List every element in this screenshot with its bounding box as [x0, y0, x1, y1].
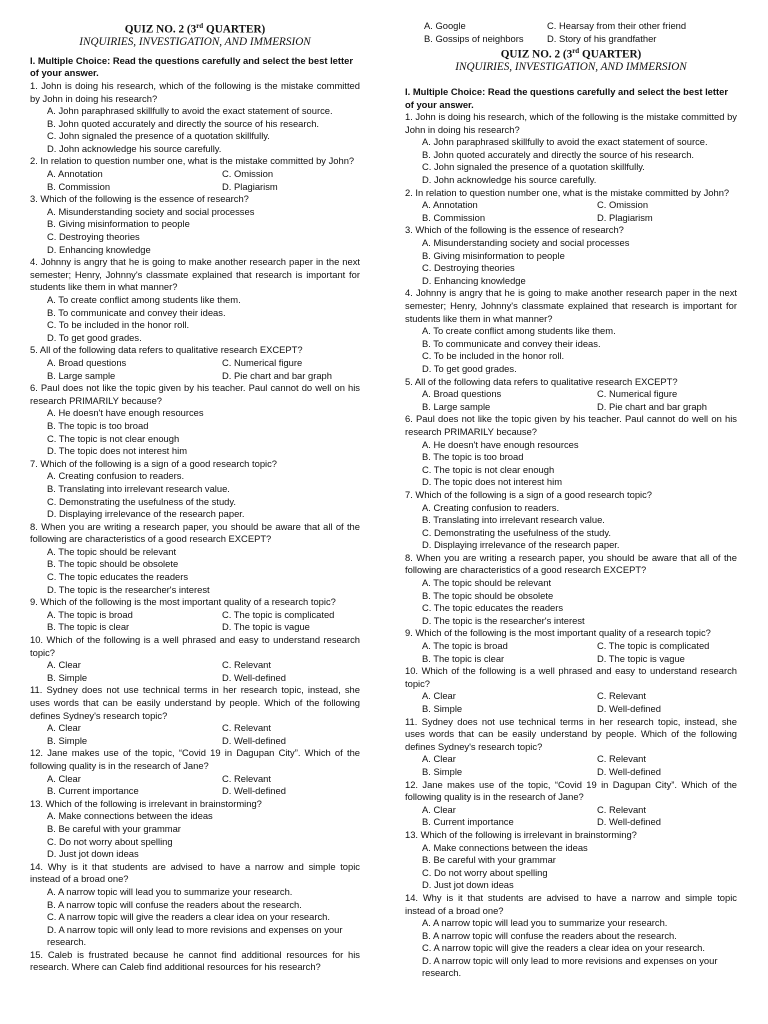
question-text: 12. Jane makes use of the topic, “Covid 19 in Dagupan City”. Which of the following quality is in the research of Jane?: [405, 778, 737, 803]
answer-option: A. Creating confusion to readers.: [422, 501, 560, 513]
answer-option: D. Enhancing knowledge: [422, 274, 526, 286]
question-text: 10. Which of the following is a well phrased and easy to understand research topic?: [30, 634, 360, 658]
answer-options: [405, 577, 737, 627]
answer-option: D. Just jot down ideas: [422, 879, 514, 891]
question-text: 10. Which of the following is a well phrased and easy to understand research topic?: [405, 665, 737, 689]
question-9: [30, 596, 360, 634]
answer-option: D. The topic is vague: [222, 621, 310, 633]
question-11: [30, 684, 360, 747]
answer-option: C. Relevant: [597, 803, 646, 815]
question-5: [30, 344, 360, 382]
answer-options: [405, 388, 737, 413]
answer-option: B. Simple: [422, 765, 463, 777]
right-column: [405, 20, 737, 980]
answer-option: B. The topic is clear: [47, 621, 130, 633]
answer-option: B. Translating into irrelevant research value.: [47, 482, 230, 494]
answer-options: [405, 842, 737, 892]
question-text: 13. Which of the following is irrelevant in brainstorming?: [405, 828, 637, 840]
answer-option: C. John signaled the presence of a quotation skillfully.: [422, 161, 645, 173]
answer-options: [405, 237, 737, 287]
answer-option: B. The topic is clear: [422, 652, 505, 664]
question-text: 3. Which of the following is the essence of research?: [30, 193, 249, 205]
question-text: 2. In relation to question number one, what is the mistake committed by John?: [405, 186, 730, 198]
answer-option: C. Relevant: [222, 722, 271, 734]
question-text: 5. All of the following data refers to qualitative research EXCEPT?: [405, 375, 678, 387]
answer-options: [405, 640, 737, 665]
question-4: [405, 287, 737, 375]
answer-option: D. A narrow topic will only lead to more revisions and expenses on your research.: [422, 954, 718, 979]
question-3: [405, 224, 737, 287]
question-2: [30, 155, 360, 193]
answer-option: D. Well-defined: [597, 703, 661, 715]
answer-option: D. The topic does not interest him: [47, 445, 188, 457]
answer-option: B. To communicate and convey their ideas.: [47, 306, 226, 318]
answer-options: [30, 722, 360, 747]
answer-options: [405, 199, 737, 224]
answer-option: D. Displaying irrelevance of the research paper.: [47, 508, 245, 520]
answer-options: [30, 168, 360, 193]
answer-option: A. Misunderstanding society and social processes: [422, 237, 630, 249]
question-text: 14. Why is it that students are advised to have a narrow and simple topic instead of a broad one?: [405, 891, 737, 916]
question-text: 15. Caleb is frustrated because he cannot find additional resources for his research. Where can Caleb find additional resources for his research?: [30, 948, 360, 973]
answer-option: C. Destroying theories: [422, 262, 515, 274]
answer-options: [30, 659, 360, 684]
answer-option: C. To be included in the honor roll.: [422, 350, 565, 362]
question-text: 12. Jane makes use of the topic, “Covid 19 in Dagupan City”. Which of the following quality is in the research of Jane?: [30, 747, 360, 771]
answer-option: D. Just jot down ideas: [47, 848, 139, 860]
question-7: [405, 489, 737, 552]
answer-options: [405, 325, 737, 375]
answer-option: D. The topic does not interest him: [422, 476, 563, 488]
question-1: [405, 111, 737, 187]
answer-option: D. Well-defined: [597, 816, 661, 828]
option: C. Hearsay from their other friend: [547, 20, 687, 31]
question-8: [405, 552, 737, 628]
answer-option: A. He doesn't have enough resources: [47, 407, 204, 419]
answer-options: [405, 917, 737, 980]
answer-option: C. Relevant: [222, 772, 271, 784]
question-11: [405, 716, 737, 779]
question-12: [30, 747, 360, 797]
answer-option: C. The topic is not clear enough: [47, 432, 180, 444]
answer-option: D. The topic is vague: [597, 652, 685, 664]
question-13: [30, 798, 360, 861]
question-10: [30, 634, 360, 684]
answer-option: B. Large sample: [47, 369, 116, 381]
question-6: [30, 382, 360, 458]
question-text: 1. John is doing his research, which of the following is the mistake committed by John in doing his research?: [30, 79, 360, 104]
instructions: I. Multiple Choice: Read the questions carefully and select the best letter of your answer.: [30, 54, 353, 79]
answer-option: B. Simple: [47, 671, 88, 683]
question-14: [405, 892, 737, 980]
answer-option: A. He doesn't have enough resources: [422, 438, 579, 450]
answer-options: [405, 136, 737, 186]
answer-option: B. Translating into irrelevant research value.: [422, 514, 605, 526]
answer-option: A. Clear: [422, 690, 456, 702]
answer-option: B. A narrow topic will confuse the readers about the research.: [47, 898, 302, 910]
instructions: I. Multiple Choice: Read the questions carefully and select the best letter of your answer.: [405, 85, 728, 110]
question-9: [405, 627, 737, 665]
question-text: 7. Which of the following is a sign of a good research topic?: [30, 457, 278, 469]
answer-option: D. Well-defined: [222, 734, 286, 746]
quiz-subtitle: INQUIRIES, INVESTIGATION, AND IMMERSION: [455, 60, 687, 73]
answer-option: C. A narrow topic will give the readers a clear idea on your research.: [47, 911, 330, 923]
question-text: 7. Which of the following is a sign of a good research topic?: [405, 488, 653, 500]
answer-option: A. Clear: [422, 803, 456, 815]
answer-option: D. Well-defined: [222, 671, 286, 683]
answer-option: B. Large sample: [422, 400, 491, 412]
answer-option: A. The topic is broad: [47, 608, 133, 620]
answer-option: B. The topic is too broad: [47, 419, 149, 431]
answer-option: A. The topic is broad: [422, 640, 508, 652]
answer-option: D. The topic is the researcher's interest: [422, 614, 585, 626]
answer-option: C. Destroying theories: [47, 231, 140, 243]
answer-option: A. Broad questions: [422, 388, 502, 400]
question-text: 9. Which of the following is the most important quality of a research topic?: [405, 627, 711, 639]
answer-option: C. John signaled the presence of a quotation skillfully.: [47, 130, 270, 142]
question-text: 8. When you are writing a research paper, you should be aware that all of the following are characteristics of a good research EXCEPT?: [30, 520, 360, 545]
answer-option: B. Simple: [47, 734, 88, 746]
answer-option: A. Broad questions: [47, 356, 127, 368]
answer-option: A. Annotation: [47, 168, 103, 180]
answer-options: [30, 810, 360, 860]
answer-option: D. The topic is the researcher's interest: [47, 583, 210, 595]
answer-option: B. Commission: [422, 211, 486, 223]
answer-option: B. Giving misinformation to people: [47, 218, 190, 230]
question-15: [30, 949, 360, 974]
question-text: 14. Why is it that students are advised to have a narrow and simple topic instead of a broad one?: [30, 860, 360, 885]
question-text: 1. John is doing his research, which of the following is the mistake committed by John in doing his research?: [405, 111, 737, 135]
question-3: [30, 193, 360, 256]
answer-option: C. Demonstrating the usefulness of the study.: [47, 495, 236, 507]
answer-option: A. Clear: [47, 722, 81, 734]
quiz-subtitle: INQUIRIES, INVESTIGATION, AND IMMERSION: [79, 35, 311, 48]
answer-option: A. Annotation: [422, 199, 478, 211]
question-text: 5. All of the following data refers to qualitative research EXCEPT?: [30, 344, 303, 356]
question-text: 9. Which of the following is the most important quality of a research topic?: [30, 596, 336, 608]
question-14: [30, 861, 360, 949]
answer-option: A. Clear: [422, 753, 456, 765]
answer-option: D. To get good grades.: [422, 362, 517, 374]
answer-option: D. Plagiarism: [597, 211, 653, 223]
left-column: [30, 20, 360, 974]
question-text: 4. Johnny is angry that he is going to make another research paper in the next semester; Henry, Johnny's classmate explained that research is important for students like them in what manner?: [405, 287, 737, 324]
answer-option: C. Numerical figure: [597, 388, 678, 400]
answer-option: C. Numerical figure: [222, 356, 303, 368]
answer-options: [30, 407, 360, 457]
answer-option: B. John quoted accurately and directly the source of his research.: [47, 117, 320, 129]
answer-option: A. Misunderstanding society and social processes: [47, 205, 255, 217]
question-2: [405, 187, 737, 225]
answer-option: C. Omission: [597, 199, 649, 211]
question-10: [405, 665, 737, 715]
answer-options: [405, 690, 737, 715]
question-text: 3. Which of the following is the essence of research?: [405, 224, 624, 236]
question-text: 11. Sydney does not use technical terms in her research topic, instead, she uses words that can be easily understand by people. Which of the following defines Sydney's research topic?: [405, 715, 737, 752]
answer-options: [405, 502, 737, 552]
answer-option: A. A narrow topic will lead you to summarize your research.: [47, 885, 293, 897]
answer-options: [30, 105, 360, 155]
option: A. Google: [424, 20, 466, 31]
answer-option: A. John paraphrased skillfully to avoid the exact statement of source.: [47, 105, 333, 117]
answer-option: C. Relevant: [222, 659, 271, 671]
answer-option: B. Be careful with your grammar: [422, 854, 556, 866]
answer-option: A. A narrow topic will lead you to summarize your research.: [422, 917, 668, 929]
answer-options: [405, 439, 737, 489]
answer-options: [30, 609, 360, 634]
answer-options: [405, 753, 737, 778]
answer-option: A. To create conflict among students like them.: [422, 325, 616, 337]
answer-option: C. Do not worry about spelling: [47, 835, 173, 847]
question-8: [30, 521, 360, 597]
answer-option: A. To create conflict among students like them.: [47, 294, 241, 306]
answer-option: D. Well-defined: [222, 785, 286, 797]
answer-option: B. The topic should be obsolete: [47, 558, 179, 570]
question-5: [405, 376, 737, 414]
answer-options: [405, 804, 737, 829]
answer-option: C. Relevant: [597, 753, 646, 765]
answer-options: [30, 886, 360, 949]
question-text: 2. In relation to question number one, what is the mistake committed by John?: [30, 155, 355, 167]
answer-option: C. Relevant: [597, 690, 646, 702]
question-text: 11. Sydney does not use technical terms in her research topic, instead, she uses words that can be easily understand by people. Which of the following defines Sydney's research topic?: [30, 684, 360, 721]
answer-option: B. The topic should be obsolete: [422, 589, 554, 601]
continued-options: [405, 20, 737, 45]
question-7: [30, 458, 360, 521]
answer-option: C. The topic is complicated: [597, 640, 710, 652]
answer-option: C. The topic educates the readers: [422, 602, 564, 614]
answer-options: [30, 773, 360, 798]
answer-option: B. To communicate and convey their ideas.: [422, 337, 601, 349]
answer-option: D. Well-defined: [597, 765, 661, 777]
question-text: 6. Paul does not like the topic given by his teacher. Paul cannot do well on his research PRIMARILY because?: [30, 382, 360, 406]
answer-option: C. The topic educates the readers: [47, 571, 189, 583]
answer-option: D. Pie chart and bar graph: [597, 400, 707, 412]
question-12: [405, 779, 737, 829]
question-text: 8. When you are writing a research paper, you should be aware that all of the following are characteristics of a good research EXCEPT?: [405, 551, 737, 576]
quiz-title: QUIZ NO. 2 (3rd QUARTER): [124, 22, 266, 36]
answer-option: A. Make connections between the ideas: [422, 841, 588, 853]
answer-option: C. The topic is not clear enough: [422, 463, 555, 475]
answer-option: A. Creating confusion to readers.: [47, 470, 185, 482]
answer-option: A. Clear: [47, 659, 81, 671]
answer-option: B. Current importance: [47, 785, 139, 797]
answer-option: A. Make connections between the ideas: [47, 810, 213, 822]
answer-option: D. Displaying irrelevance of the research paper.: [422, 539, 620, 551]
option: D. Story of his grandfather: [547, 32, 657, 44]
answer-options: [30, 206, 360, 256]
question-list: [30, 80, 360, 974]
answer-option: D. John acknowledge his source carefully.: [422, 174, 597, 186]
answer-option: C. Do not worry about spelling: [422, 866, 548, 878]
answer-option: C. A narrow topic will give the readers a clear idea on your research.: [422, 942, 705, 954]
question-6: [405, 413, 737, 489]
answer-option: C. Omission: [222, 168, 274, 180]
answer-options: [30, 546, 360, 596]
answer-option: D. Pie chart and bar graph: [222, 369, 332, 381]
answer-option: D. To get good grades.: [47, 331, 142, 343]
answer-option: B. John quoted accurately and directly the source of his research.: [422, 148, 695, 160]
answer-option: D. A narrow topic will only lead to more revisions and expenses on your research.: [47, 923, 343, 948]
answer-option: B. Current importance: [422, 816, 514, 828]
quiz-title: QUIZ NO. 2 (3rd QUARTER): [500, 47, 642, 61]
answer-option: B. Simple: [422, 703, 463, 715]
answer-option: C. Demonstrating the usefulness of the study.: [422, 526, 611, 538]
answer-option: A. Clear: [47, 772, 81, 784]
answer-option: D. Enhancing knowledge: [47, 243, 151, 255]
answer-option: B. Be careful with your grammar: [47, 822, 181, 834]
question-text: 4. Johnny is angry that he is going to make another research paper in the next semester; Henry, Johnny's classmate explained that research is important for students like them in what manner?: [30, 256, 360, 293]
option: B. Gossips of neighbors: [424, 32, 524, 44]
answer-option: B. A narrow topic will confuse the readers about the research.: [422, 929, 677, 941]
answer-option: D. Plagiarism: [222, 180, 278, 192]
answer-option: B. The topic is too broad: [422, 451, 524, 463]
question-text: 13. Which of the following is irrelevant in brainstorming?: [30, 797, 262, 809]
answer-option: C. The topic is complicated: [222, 608, 335, 620]
answer-options: [30, 357, 360, 382]
answer-option: C. To be included in the honor roll.: [47, 319, 190, 331]
question-4: [30, 256, 360, 344]
answer-option: B. Giving misinformation to people: [422, 249, 565, 261]
question-13: [405, 829, 737, 892]
answer-option: A. John paraphrased skillfully to avoid the exact statement of source.: [422, 136, 708, 148]
answer-options: [30, 294, 360, 344]
answer-option: D. John acknowledge his source carefully.: [47, 142, 222, 154]
question-list: [405, 111, 737, 980]
question-text: 6. Paul does not like the topic given by his teacher. Paul cannot do well on his research PRIMARILY because?: [405, 413, 737, 437]
answer-options: [30, 470, 360, 520]
answer-option: A. The topic should be relevant: [47, 545, 177, 557]
question-1: [30, 80, 360, 156]
answer-option: A. The topic should be relevant: [422, 577, 552, 589]
answer-option: B. Commission: [47, 180, 111, 192]
